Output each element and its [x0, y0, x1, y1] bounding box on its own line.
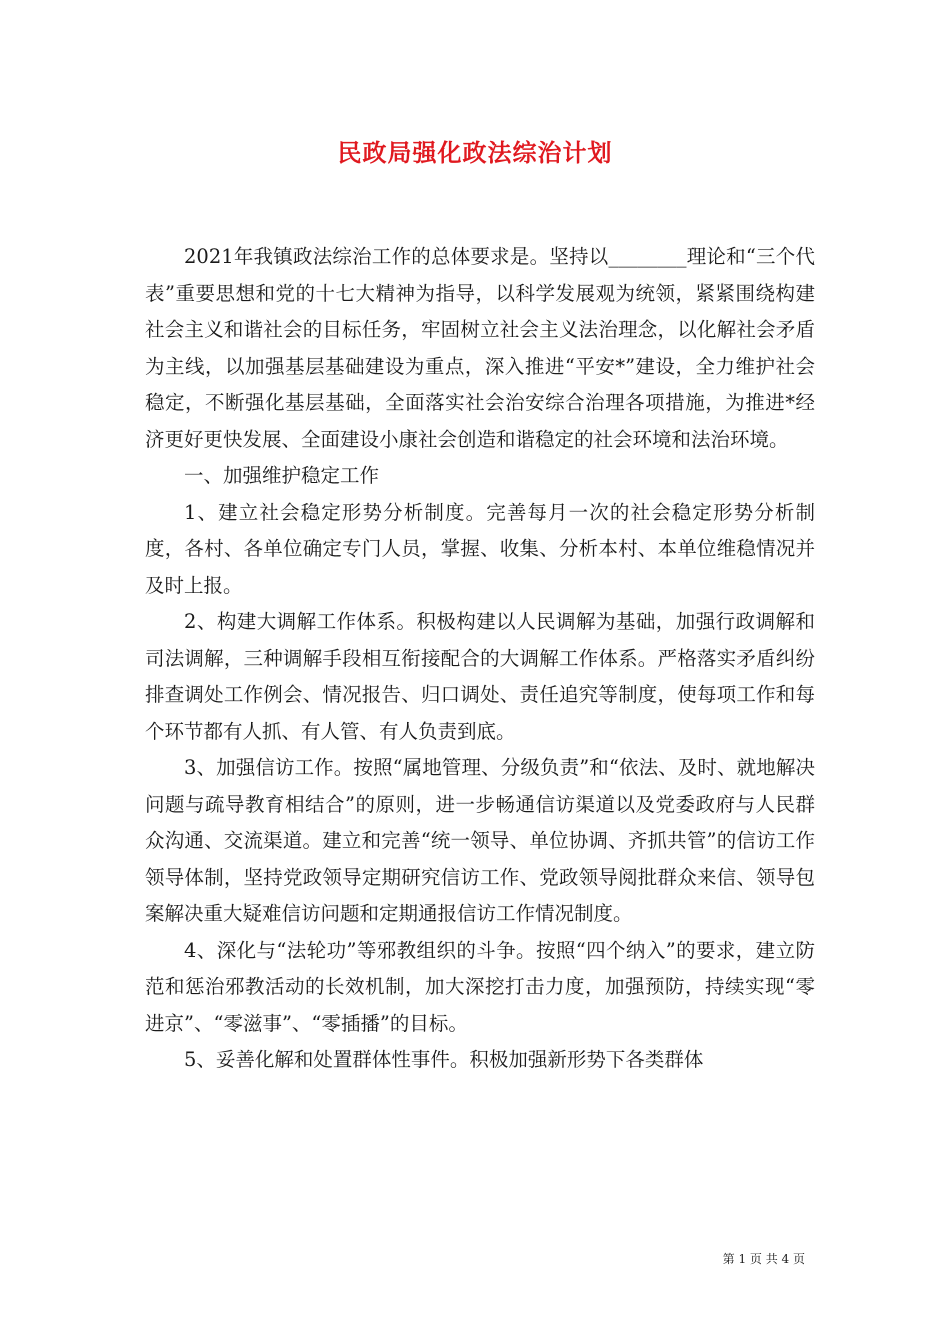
paragraph-item-1: 1、建立社会稳定形势分析制度。完善每月一次的社会稳定形势分析制度，各村、各单位确定专门人员，掌握、收集、分析本村、本单位维稳情况并及时上报。: [145, 500, 815, 597]
paragraph-item-4: 4、深化与“法轮功”等邪教组织的斗争。按照“四个纳入”的要求，建立防范和惩治邪教活动的长效机制，加大深挖打击力度，加强预防，持续实现“零进京”、“零滋事”、“零插播”的目标。: [145, 938, 815, 1035]
document-title: 民政局强化政法综治计划: [337, 138, 613, 167]
paragraph-item-5: 5、妥善化解和处置群体性事件。积极加强新形势下各类群体: [184, 1048, 704, 1071]
paragraph-item-3: 3、加强信访工作。按照“属地管理、分级负责”和“依法、及时、就地解决问题与疏导教育相结合”的原则，进一步畅通信访渠道以及党委政府与人民群众沟通、交流渠道。建立和完善“统一领导、单位协调、齐抓共管”的信访工作领导体制，坚持党政领导定期研究信访工作、党政领导阅批群众来信、领导包案解决重大疑难信访问题和定期通报信访工作情况制度。: [145, 756, 815, 925]
section-heading: 一、加强维护稳定工作: [184, 464, 380, 487]
document-body: [145, 239, 815, 1079]
paragraph-item-2: 2、构建大调解工作体系。积极构建以人民调解为基础，加强行政调解和司法调解，三种调解手段相互衔接配合的大调解工作体系。严格落实矛盾纠纷排查调处工作例会、情况报告、归口调处、责任追究等制度，使每项工作和每个环节都有人抓、有人管、有人负责到底。: [145, 610, 815, 743]
page-number: 第 1 页 共 4 页: [722, 1252, 805, 1266]
intro-paragraph: 2021年我镇政法综治工作的总体要求是。坚持以________理论和“三个代表”重要思想和党的十七大精神为指导，以科学发展观为统领，紧紧围绕构建社会主义和谐社会的目标任务，牢固树立社会主义法治理念，以化解社会矛盾为主线，以加强基层基础建设为重点，深入推进“平安*”建设，全力维护社会稳定，不断强化基层基础，全面落实社会治安综合治理各项措施，为推进*经济更好更快发展、全面建设小康社会创造和谐稳定的社会环境和法治环境。: [145, 245, 815, 451]
